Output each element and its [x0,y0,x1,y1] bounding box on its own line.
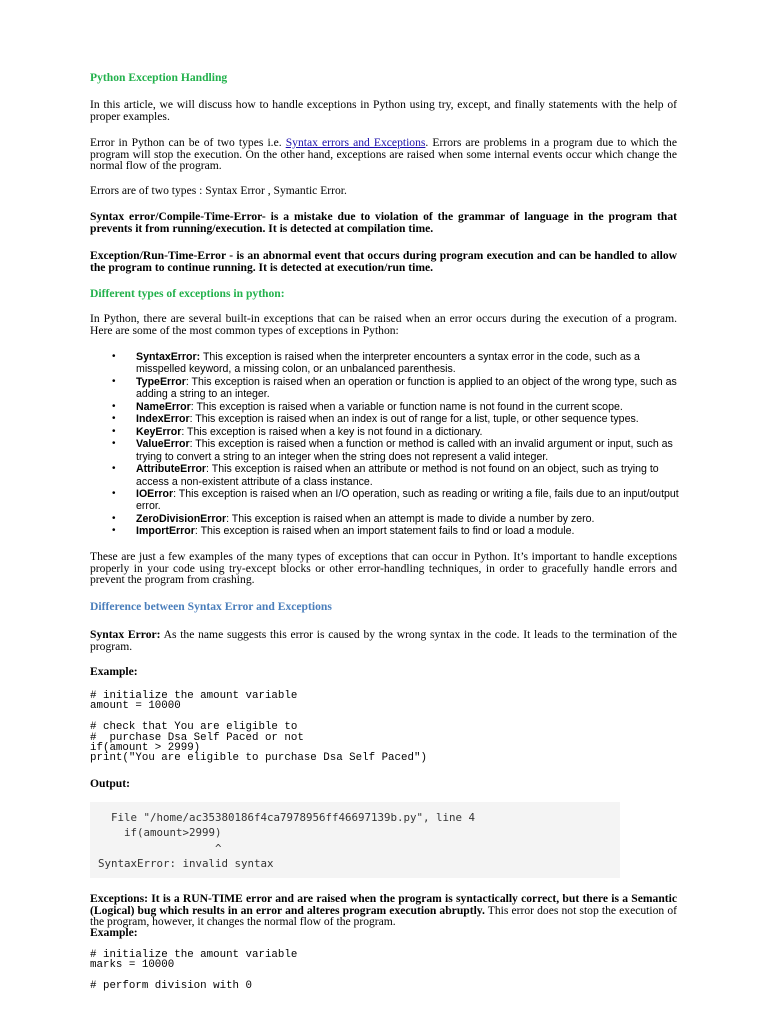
exception-name: NameError [136,400,191,413]
syntax-error-text: As the name suggests this error is caused by the wrong syntax in the code. It leads to the termination of the program. [90,628,677,653]
exception-list [112,351,680,538]
bullet-icon: • [112,425,116,437]
syntax-error-paragraph [90,629,677,652]
exception-name: TypeError [136,375,186,388]
exception-list-item [112,413,680,426]
exception-list-item [112,351,680,376]
exception-description: : This exception is raised when an operation or function is applied to an object of the wrong type, such as adding a string to an integer. [136,375,677,401]
output-label: Output: [90,777,130,790]
exception-name: AttributeError [136,463,207,476]
exception-list-item [112,525,680,538]
syntax-error-definition: Syntax error/Compile-Time-Error- is a mistake due to violation of the grammar of language in the program that prevents it from running/execution. It is detected at compilation time. [90,210,677,235]
bullet-icon: • [112,512,116,524]
syntax-errors-link[interactable]: Syntax errors and Exceptions [285,136,426,149]
code-example-1: # initialize the amount variable amount = 10000 # check that You are eligible to # purchase Dsa Self Paced or not if(amount > 2999) print("You are eligible to purchase Dsa Self Paced") [90,690,427,765]
exception-list-item [112,375,680,401]
page-title: Python Exception Handling [90,71,228,84]
exceptions-continuation: This error does not stop the execution of the program, however, it changes the normal flow of the program. [90,903,677,928]
example-label: Example: [90,665,138,678]
exception-description: : This exception is raised when an attempt is made to divide a number by zero. [226,512,595,525]
example-label-2: Example: [90,926,138,939]
runtime-error-definition: Exception/Run-Time-Error - is an abnormal event that occurs during program execution and can be handled to allow the program to continue running. It is detected at execution/run time. [90,249,677,274]
exception-description: : This exception is raised when an index is out of range for a list, tuple, or other sequence types. [189,413,639,426]
exception-name: IOError [136,487,174,500]
exception-name: ZeroDivisionError [136,512,227,525]
types-intro-paragraph: In Python, there are several built-in exceptions that can be raised when an error occurs during the execution of a program. Here are some of the most common types of exceptions in Python: [90,312,677,337]
difference-heading: Difference between Syntax Error and Exceptions [90,600,332,613]
exception-description: This exception is raised when the interpreter encounters a syntax error in the code, such as a misspelled keyword, a missing colon, or an unbalanced parenthesis. [136,351,640,376]
code-example-2: # initialize the amount variable marks = 10000 # perform division with 0 [90,949,298,993]
few-examples-paragraph: These are just a few examples of the many types of exceptions that can occur in Python. It’s important to handle exceptions properly in your code using try-except blocks or other error-handling techniques, in order to gracefully handle errors and prevent the program from crashing. [90,550,677,586]
exception-list-item [112,438,680,463]
bullet-icon: • [112,487,116,499]
exceptions-definition: Exceptions: It is a RUN-TIME error and are raised when the program is syntactically correct, but there is a Semantic (Logical) bug which results in an error and alteres program execution abruptly. [90,892,677,917]
two-types-paragraph: Errors are of two types : Syntax Error , Symantic Error. [90,184,347,197]
exception-list-item [112,487,680,513]
bullet-icon: • [112,525,116,537]
exception-description: : This exception is raised when an I/O operation, such as reading or writing a file, fails due to an input/output error. [136,487,679,513]
exception-list-item [112,400,680,413]
error-types-paragraph [90,137,677,172]
output-code-box [90,802,620,878]
exception-name: KeyError [136,425,182,438]
exception-list-item [112,512,680,525]
bullet-icon: • [112,463,116,475]
exception-name: SyntaxError: [136,351,201,363]
exception-description: : This exception is raised when an attribute or method is not found on an object, such as trying to access a non-existent attribute of a class instance. [136,463,659,488]
exception-list-item [112,425,680,438]
bullet-icon: • [112,375,116,387]
exception-list-item [112,463,680,488]
exception-description: : This exception is raised when a function or method is called with an invalid argument or input, such as trying to convert a string to an integer when the string does not represent a valid integer. [136,438,673,463]
exception-description: : This exception is raised when a variable or function name is not found in the current scope. [190,400,623,413]
error-types-text-end: . Errors are problems in a program due to which the program will stop the execution. On the other hand, exceptions are raised when some internal events occur which change the normal flow of the program. [90,136,677,172]
bullet-icon: • [112,413,116,425]
types-heading: Different types of exceptions in python: [90,287,285,300]
exception-name: ImportError [136,525,195,538]
output-code: File "/home/ac35380186f4ca7978956ff46697139b.py", line 4 if(amount>2999) ^ SyntaxError: invalid syntax [98,811,476,870]
exception-description: : This exception is raised when a key is not found in a dictionary. [181,425,483,438]
bullet-icon: • [112,400,116,412]
syntax-error-label: Syntax Error: [90,628,161,641]
exception-name: IndexError [136,413,190,426]
bullet-icon: • [112,351,116,362]
intro-paragraph: In this article, we will discuss how to handle exceptions in Python using try, except, and finally statements with the help of proper examples. [90,98,677,123]
bullet-icon: • [112,438,116,450]
exception-description: : This exception is raised when an import statement fails to find or load a module. [194,525,575,538]
exceptions-paragraph [90,893,677,928]
error-types-text-start: Error in Python can be of two types i.e. [90,136,286,149]
exception-name: ValueError [136,438,190,451]
